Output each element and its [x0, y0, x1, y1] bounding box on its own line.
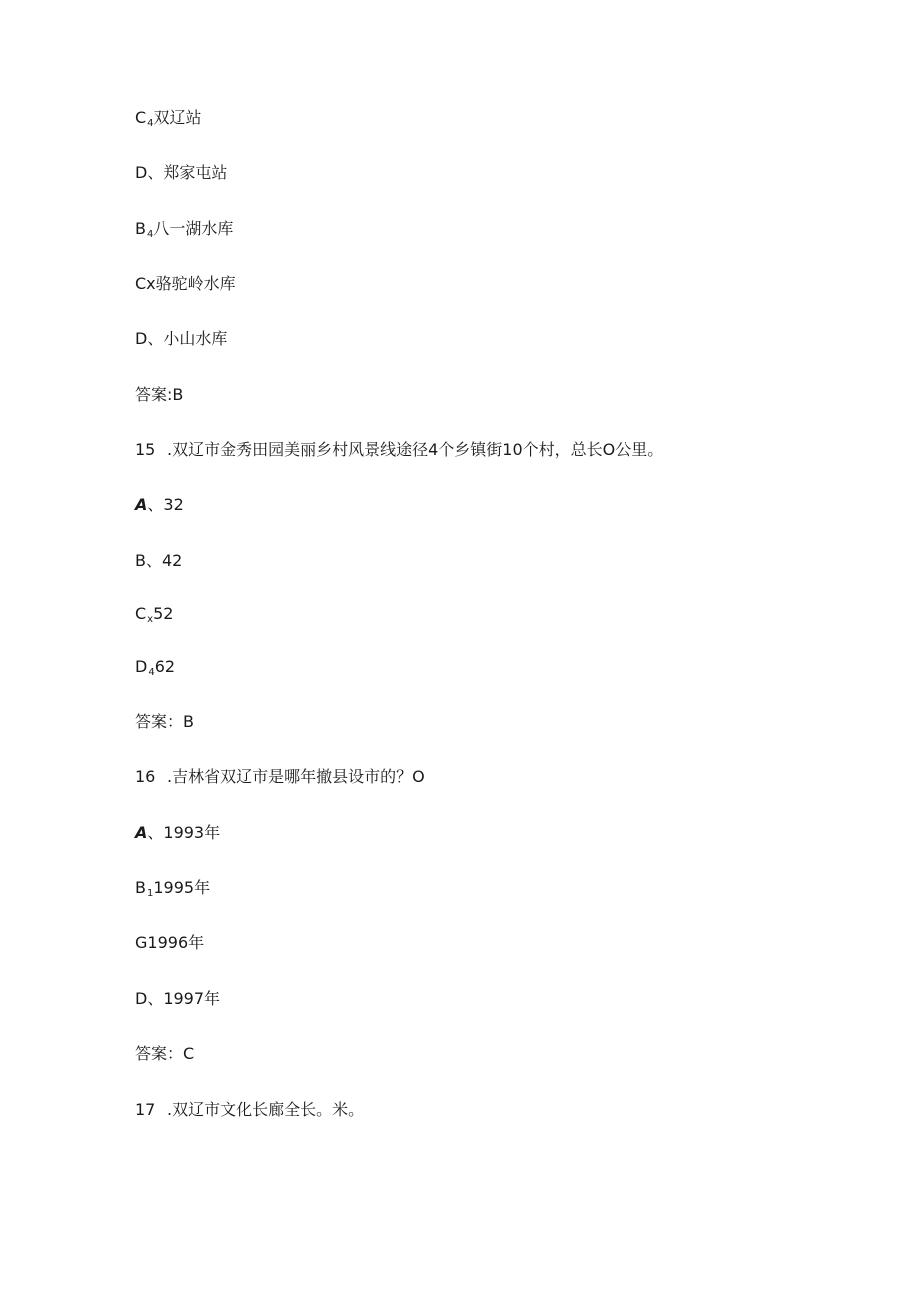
question-16 [135, 767, 425, 787]
option-text: D、郑家屯站 [135, 163, 228, 182]
option-text: 1995年 [153, 878, 211, 897]
option-text: B、42 [135, 551, 183, 570]
option-letter: B [135, 878, 146, 897]
option-letter: B [135, 219, 146, 238]
option-d-zhengjiatun-station [135, 163, 227, 183]
answer-text: 答案：B [135, 712, 194, 731]
option-text: G1996年 [135, 933, 205, 952]
option-text: Cx骆驼岭水库 [135, 274, 236, 293]
option-c-52 [135, 604, 173, 630]
option-a-32 [135, 495, 184, 515]
option-d-xiaoshan-reservoir [135, 329, 227, 349]
answer-16 [135, 1044, 194, 1064]
option-letter: C [135, 604, 147, 623]
option-d-1997 [135, 989, 220, 1009]
option-text: 双辽站 [153, 108, 202, 127]
option-text: D、小山水库 [135, 329, 228, 348]
option-text: 、32 [147, 495, 184, 514]
option-subscript: 4 [148, 667, 155, 678]
answer-14 [135, 385, 183, 405]
question-text: .双辽市金秀田园美丽乡村风景线途径4个乡镇街10个村，总长O公里。 [167, 440, 664, 459]
option-text: 、1993年 [147, 823, 221, 842]
option-text: D、1997年 [135, 989, 221, 1008]
question-number: 17 [135, 1100, 156, 1119]
question-text: .吉林省双辽市是哪年撤县设市的？O [167, 767, 425, 786]
option-subscript: 1 [146, 888, 154, 899]
option-b-bayi-lake [135, 219, 233, 245]
option-c-luotuoling-reservoir [135, 274, 236, 294]
option-text: 62 [154, 657, 176, 676]
answer-15 [135, 712, 194, 732]
option-letter: C [135, 108, 147, 127]
question-text: .双辽市文化长廊全长。米。 [167, 1100, 365, 1119]
answer-text: 答案:B [135, 385, 184, 404]
option-c-1996 [135, 933, 204, 953]
question-15 [135, 440, 663, 460]
answer-text: 答案：C [135, 1044, 195, 1063]
option-letter: A [135, 495, 148, 514]
option-c-shuangliao-station [135, 108, 202, 134]
option-letter: A [135, 823, 148, 842]
question-number: 16 [135, 767, 156, 786]
option-letter: D [135, 657, 148, 676]
question-number: 15 [135, 440, 156, 459]
option-b-42 [135, 551, 182, 571]
option-text: 52 [153, 604, 174, 623]
option-subscript: 4 [147, 118, 154, 129]
question-17 [135, 1100, 364, 1120]
option-a-1993 [135, 823, 220, 843]
option-d-62 [135, 657, 175, 683]
option-subscript: x [147, 614, 154, 625]
option-text: 八一湖水库 [153, 219, 234, 238]
option-b-1995 [135, 878, 210, 904]
option-subscript: 4 [146, 229, 154, 240]
